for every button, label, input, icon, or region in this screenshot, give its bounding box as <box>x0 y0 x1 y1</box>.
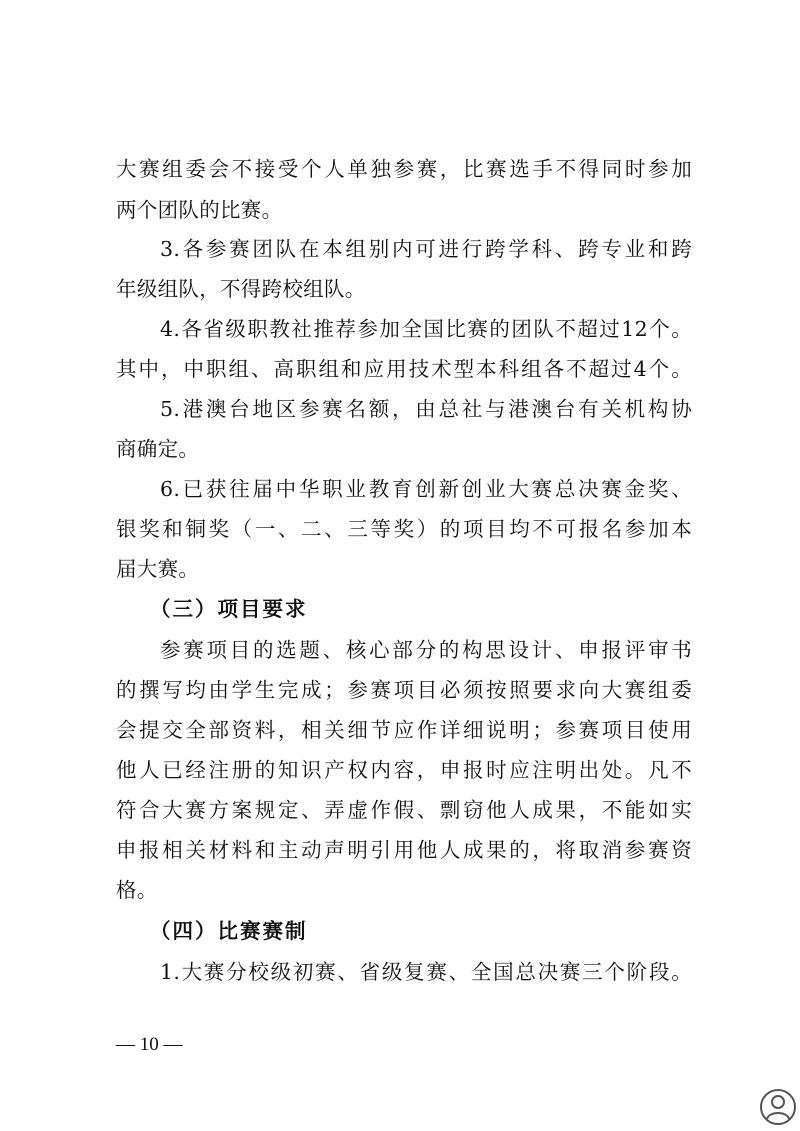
paragraph-line: 格。 <box>116 878 158 902</box>
user-circle-icon[interactable] <box>758 1087 798 1127</box>
paragraph-line: 符合大赛方案规定、弄虚作假、剽窃他人成果，不能如实 <box>116 798 692 822</box>
paragraph-line: 大赛组委会不接受个人单独参赛，比赛选手不得同时参加 <box>116 157 692 181</box>
paragraph-line: 参赛项目的选题、核心部分的构思设计、申报评审书 <box>160 638 692 662</box>
paragraph-line: 3.各参赛团队在本组别内可进行跨学科、跨专业和跨 <box>160 237 692 261</box>
paragraph-line: 的撰写均由学生完成；参赛项目必须按照要求向大赛组委 <box>116 678 692 702</box>
paragraph-line: 申报相关材料和主动声明引用他人成果的，将取消参赛资 <box>116 838 692 862</box>
paragraph-line: 6.已获往届中华职业教育创新创业大赛总决赛金奖、 <box>160 477 692 501</box>
paragraph-line: 银奖和铜奖（一、二、三等奖）的项目均不可报名参加本 <box>116 517 692 541</box>
page-number: — 10 — <box>116 1034 183 1055</box>
paragraph-line: 会提交全部资料，相关细节应作详细说明；参赛项目使用 <box>116 718 692 742</box>
paragraph-line: 届大赛。 <box>116 557 200 581</box>
paragraph-line: 4.各省级职教社推荐参加全国比赛的团队不超过12个。 <box>160 317 692 341</box>
paragraph-line: 5.港澳台地区参赛名额，由总社与港澳台有关机构协 <box>160 397 692 421</box>
paragraph-line: 年级组队，不得跨校组队。 <box>116 277 366 301</box>
paragraph-line: 1.大赛分校级初赛、省级复赛、全国总决赛三个阶段。 <box>160 960 692 984</box>
paragraph-line: 商确定。 <box>116 437 200 461</box>
paragraph-line: 他人已经注册的知识产权内容，申报时应注明出处。凡不 <box>116 758 692 782</box>
section-heading: （四）比赛赛制 <box>150 919 308 943</box>
paragraph-line: 其中，中职组、高职组和应用技术型本科组各不超过4个。 <box>116 357 692 381</box>
paragraph-line: 两个团队的比赛。 <box>116 198 283 222</box>
section-heading: （三）项目要求 <box>150 597 308 621</box>
